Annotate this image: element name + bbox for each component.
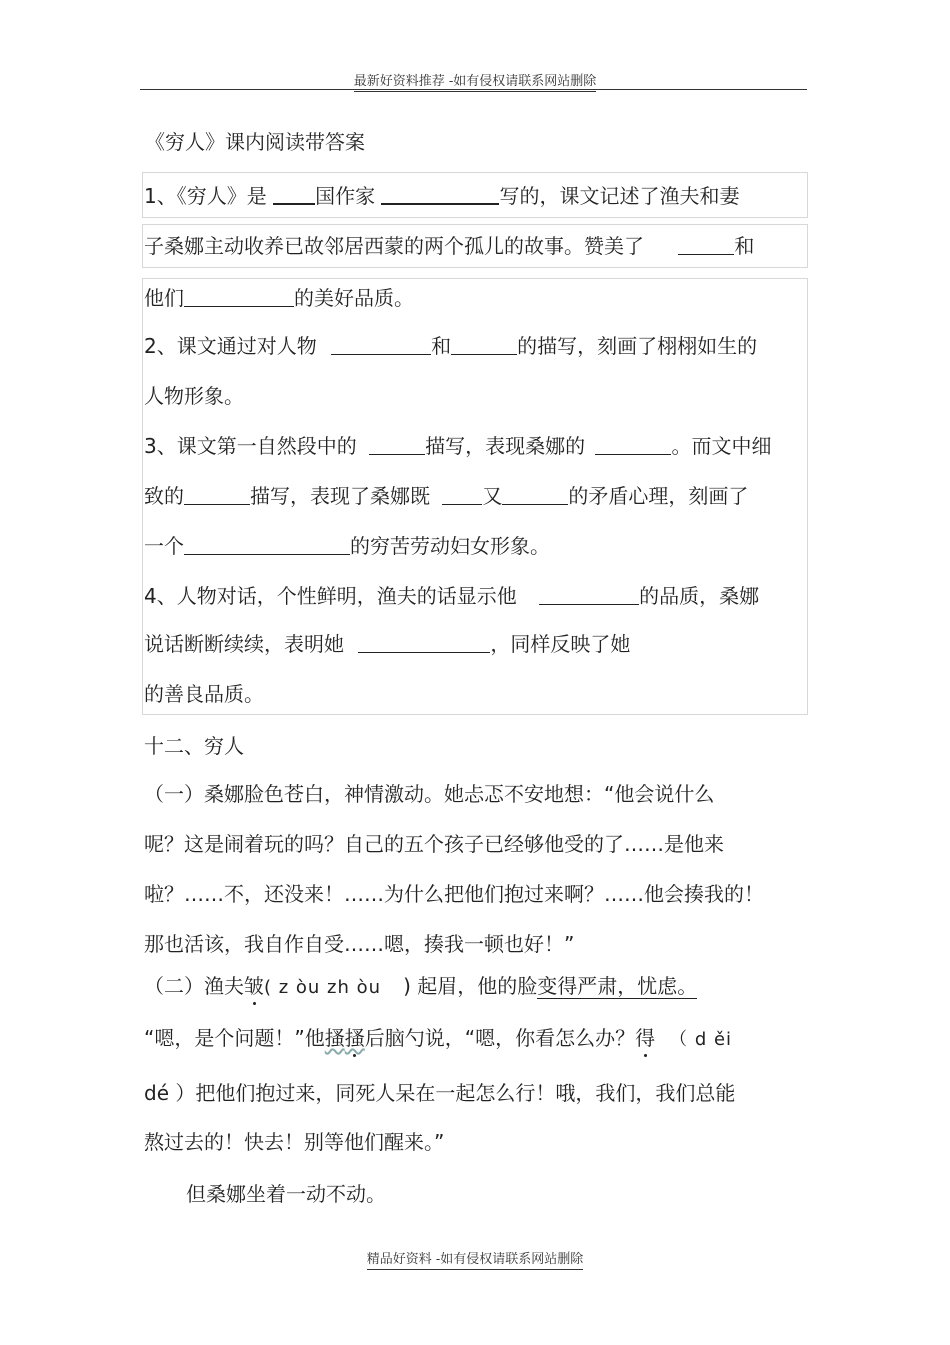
q3-blank-3[interactable] (184, 486, 250, 505)
q3-text-h: 一个 (144, 534, 184, 558)
q3-blank-5[interactable] (502, 486, 568, 505)
passage-heading: 十二、穷人 (144, 734, 244, 758)
q3-blank-6[interactable] (184, 536, 350, 555)
q3-text-a: 3、课文第一自然段中的 (144, 434, 357, 458)
q4-text-b: 的品质，桑娜 (639, 584, 760, 608)
q1-text-f: 他们 (144, 286, 184, 310)
passage-p2-f: “嗯，是个问题！”他 (144, 1026, 325, 1050)
q1-text-c: 写的，课文记述了渔夫和妻 (499, 184, 740, 208)
passage-p1-line-1: （一）桑娜脸色苍白，神情激动。她忐忑不安地想：“他会说什么 (144, 782, 715, 806)
q1-text-g: 的美好品质。 (294, 286, 414, 310)
q4-line-1 (144, 580, 759, 609)
q2-line-2: 人物形象。 (144, 384, 244, 408)
page-title: 《穷人》课内阅读带答案 (145, 130, 365, 154)
q3-text-f: 又 (482, 484, 503, 508)
passage-p1-line-3: 啦？……不，还没来！……为什么把他们抱过来啊？……他会揍我的！ (144, 882, 764, 906)
passage-p2-pinyin-1: ( z òu zh òu (264, 977, 382, 998)
header-text: 最新好资料推荐 -如有侵权请联系网站删除 (354, 70, 597, 92)
q1-blank-country[interactable] (273, 185, 315, 205)
q3-line-1 (144, 430, 771, 459)
passage-p1-line-4: 那也活该，我自作自受……嗯，揍我一顿也好！” (144, 932, 575, 956)
q1-line-3 (144, 282, 414, 311)
passage-p2-pinyin-2: （ d ěi (669, 1029, 733, 1050)
passage-p1-line-2: 呢？这是闹着玩的吗？自己的五个孩子已经够他受的了……是他来 (144, 832, 724, 856)
passage-p2-line-2 (144, 1022, 732, 1051)
passage-p2-i: 后脑勺说，“嗯，你看怎么办？ (364, 1026, 636, 1050)
q3-text-e: 描写，表现了桑娜既 (250, 484, 430, 508)
q1-text-b: 国作家 (315, 184, 376, 208)
q3-blank-1[interactable] (369, 436, 425, 455)
passage-p2-a: （二）渔夫 (144, 974, 244, 998)
passage-p2-line-3: dé ）把他们抱过来，同死人呆在一起怎么行！哦，我们，我们总能 (144, 1081, 736, 1105)
q4-text-a: 4、人物对话，个性鲜明，渔夫的话显示他 (144, 584, 517, 608)
q2-blank-1[interactable] (331, 336, 431, 355)
q2-text-a: 2、课文通过对人物 (144, 334, 317, 358)
footer-text: 精品好资料 -如有侵权请联系网站删除 (367, 1248, 584, 1270)
q3-blank-2[interactable] (595, 436, 671, 455)
q3-text-c: 。而文中细 (671, 434, 772, 458)
q2-text-c: 的描写，刻画了栩栩如生的 (517, 334, 758, 358)
page-footer (0, 1248, 950, 1270)
q4-line-2 (144, 628, 630, 657)
q1-text-a: 1、《穷人》是 (144, 184, 267, 208)
q2-blank-2[interactable] (451, 336, 517, 355)
passage-p2-char-sao-1: 搔 (324, 1026, 345, 1050)
q1-blank-author[interactable] (381, 185, 499, 205)
q2-text-b: 和 (431, 334, 452, 358)
q1-blank-praise[interactable] (678, 236, 734, 255)
q1-line-1 (144, 180, 739, 209)
q3-text-i: 的穷苦劳动妇女形象。 (350, 534, 550, 558)
passage-p2-d: ) 起眉，他的脸 (403, 974, 538, 998)
q4-blank-1[interactable] (539, 586, 639, 605)
q4-line-3: 的善良品质。 (144, 682, 264, 706)
q3-text-b: 描写，表现桑娜的 (425, 434, 586, 458)
q4-blank-2[interactable] (358, 634, 490, 653)
q3-text-d: 致的 (144, 484, 184, 508)
passage-p3: 但桑娜坐着一动不动。 (186, 1182, 386, 1206)
passage-p2-line-4: 熬过去的！快去！别等他们醒来。” (144, 1130, 445, 1154)
header-rule (140, 89, 807, 90)
q2-line-1 (144, 330, 757, 359)
q1-line-2 (144, 230, 754, 259)
passage-p2-char-dei: 得 (635, 1026, 656, 1050)
q1-text-d: 子桑娜主动收养已故邻居西蒙的两个孤儿的故事。赞美了 (144, 234, 644, 258)
q3-text-g: 的矛盾心理，刻画了 (568, 484, 749, 508)
q3-line-2 (144, 480, 748, 509)
q3-blank-4[interactable] (442, 486, 482, 505)
passage-p2-line-1 (144, 970, 697, 999)
passage-p2-char-sao-2: 搔 (344, 1026, 365, 1050)
q4-text-d: ，同样反映了她 (490, 632, 631, 656)
q4-text-c: 说话断断续续，表明她 (144, 632, 344, 656)
passage-p2-char-zhou: 皱 (244, 974, 264, 998)
passage-p2-e: 变得严肃，忧虑。 (537, 974, 698, 998)
q1-blank-quality[interactable] (184, 288, 294, 307)
q1-text-e: 和 (734, 234, 755, 258)
q3-line-3 (144, 530, 550, 559)
